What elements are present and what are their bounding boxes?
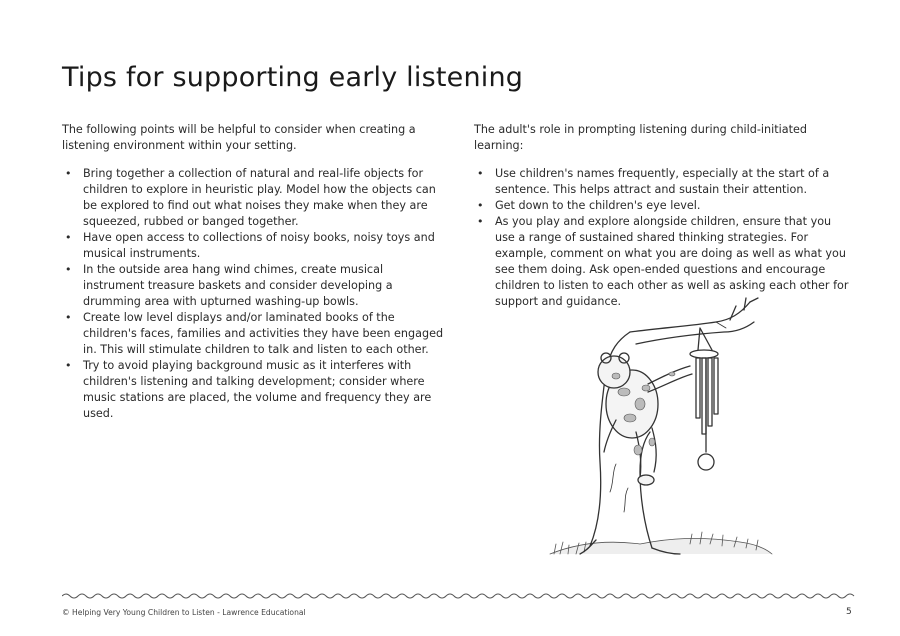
list-item bbox=[62, 230, 447, 262]
bullet-icon: • bbox=[477, 199, 484, 212]
list-item bbox=[62, 166, 447, 230]
footer-divider bbox=[62, 592, 857, 600]
left-column bbox=[62, 122, 447, 422]
list-item-text: Bring together a collection of natural and real-life objects for children to explore in heuristic play. Model how the objects can be explored to find out what noises they make when they are squeezed, rubbed or banged together. bbox=[83, 167, 436, 228]
right-intro: The adult's role in prompting listening during child-initiated learning: bbox=[474, 123, 807, 152]
tree-illustration bbox=[580, 298, 758, 554]
bullet-icon: • bbox=[65, 263, 72, 276]
page-number: 5 bbox=[846, 607, 852, 617]
bullet-icon: • bbox=[477, 215, 484, 228]
bear-illustration bbox=[598, 353, 692, 485]
list-item-text: As you play and explore alongside children, ensure that you use a range of sustained shared thinking strategies. For example, comment on what you are doing as well as what you see them doing. Ask open-ended questions and encourage children to listen to each other as well as asking each other for support and guidance. bbox=[495, 215, 849, 308]
list-item-text: Use children's names frequently, especially at the start of a sentence. This helps attract and sustain their attention. bbox=[495, 167, 830, 196]
list-item bbox=[474, 166, 854, 198]
bullet-icon: • bbox=[65, 167, 72, 180]
left-intro: The following points will be helpful to consider when creating a listening environment within your setting. bbox=[62, 123, 416, 152]
right-column bbox=[474, 122, 854, 310]
right-bullet-list bbox=[474, 166, 854, 310]
bullet-icon: • bbox=[477, 167, 484, 180]
page-title: Tips for supporting early listening bbox=[62, 62, 524, 93]
bear-wind-chimes-illustration bbox=[540, 292, 780, 578]
list-item bbox=[62, 358, 447, 422]
list-item-text: Have open access to collections of noisy books, noisy toys and musical instruments. bbox=[83, 231, 435, 260]
bullet-icon: • bbox=[65, 311, 72, 324]
list-item bbox=[62, 262, 447, 310]
list-item-text: Get down to the children's eye level. bbox=[495, 199, 701, 212]
bullet-icon: • bbox=[65, 231, 72, 244]
bullet-icon: • bbox=[65, 359, 72, 372]
wind-chime-illustration bbox=[690, 328, 718, 470]
list-item-text: Create low level displays and/or laminated books of the children's faces, families and activities they have been engaged in. This will stimulate children to talk and listen to each other. bbox=[83, 311, 444, 356]
list-item-text: Try to avoid playing background music as it interferes with children's listening and talking development; consider where music stations are placed, the volume and frequency they are used. bbox=[83, 359, 432, 420]
left-bullet-list bbox=[62, 166, 447, 422]
list-item-text: In the outside area hang wind chimes, create musical instrument treasure baskets and consider developing a drumming area with upturned washing-up bowls. bbox=[83, 263, 393, 308]
list-item bbox=[62, 310, 447, 358]
list-item bbox=[474, 198, 854, 214]
footer-copyright: © Helping Very Young Children to Listen - Lawrence Educational bbox=[62, 608, 306, 617]
